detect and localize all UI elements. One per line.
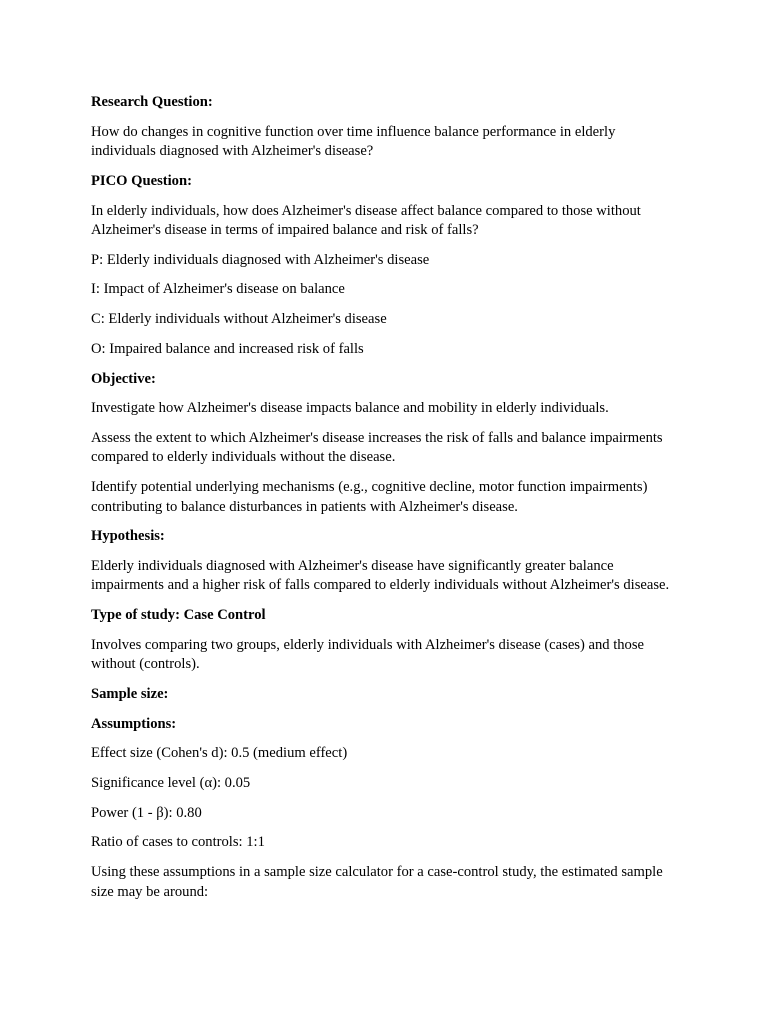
study-type-text: Involves comparing two groups, elderly individuals with Alzheimer's disease (cases) and those without (controls). <box>91 636 645 673</box>
assumptions-heading: Assumptions: <box>91 715 177 732</box>
pico-intervention: I: Impact of Alzheimer's disease on balance <box>91 281 345 298</box>
research-question-text: How do changes in cognitive function over time influence balance performance in elderly individuals diagnosed with Alzheimer's disease? <box>91 123 616 160</box>
pico-comparison: C: Elderly individuals without Alzheimer's disease <box>91 311 387 328</box>
hypothesis-heading: Hypothesis: <box>91 528 165 545</box>
objective-heading: Objective: <box>91 370 156 387</box>
document-body <box>91 93 681 912</box>
research-question-heading: Research Question: <box>91 94 213 110</box>
study-type-heading: Type of study: Case Control <box>91 607 266 624</box>
objective-item: Assess the extent to which Alzheimer's disease increases the risk of falls and balance impairments compared to elderly individuals without the disease. <box>91 429 663 466</box>
pico-population: P: Elderly individuals diagnosed with Alzheimer's disease <box>91 251 430 268</box>
pico-outcome: O: Impaired balance and increased risk of falls <box>91 340 364 357</box>
objective-item: Identify potential underlying mechanisms (e.g., cognitive decline, motor function impairments) contributing to balance disturbances in patients with Alzheimer's disease. <box>91 479 648 515</box>
assumption-item: Power (1 - β): 0.80 <box>91 804 202 821</box>
assumption-item: Significance level (α): 0.05 <box>91 775 251 792</box>
assumption-item: Effect size (Cohen's d): 0.5 (medium effect) <box>91 745 348 762</box>
objective-item: Investigate how Alzheimer's disease impacts balance and mobility in elderly individuals. <box>91 400 609 417</box>
hypothesis-text: Elderly individuals diagnosed with Alzheimer's disease have significantly greater balance impairments and a higher risk of falls compared to elderly individuals without Alzheimer's disease. <box>91 557 670 594</box>
pico-question-text: In elderly individuals, how does Alzheimer's disease affect balance compared to those without Alzheimer's disease in terms of impaired balance and risk of falls? <box>91 202 641 239</box>
assumption-item: Ratio of cases to controls: 1:1 <box>91 834 265 851</box>
sample-size-heading: Sample size: <box>91 686 169 702</box>
pico-heading: PICO Question: <box>91 172 192 189</box>
assumptions-conclusion: Using these assumptions in a sample size calculator for a case-control study, the estimated sample size may be around: <box>91 864 663 900</box>
